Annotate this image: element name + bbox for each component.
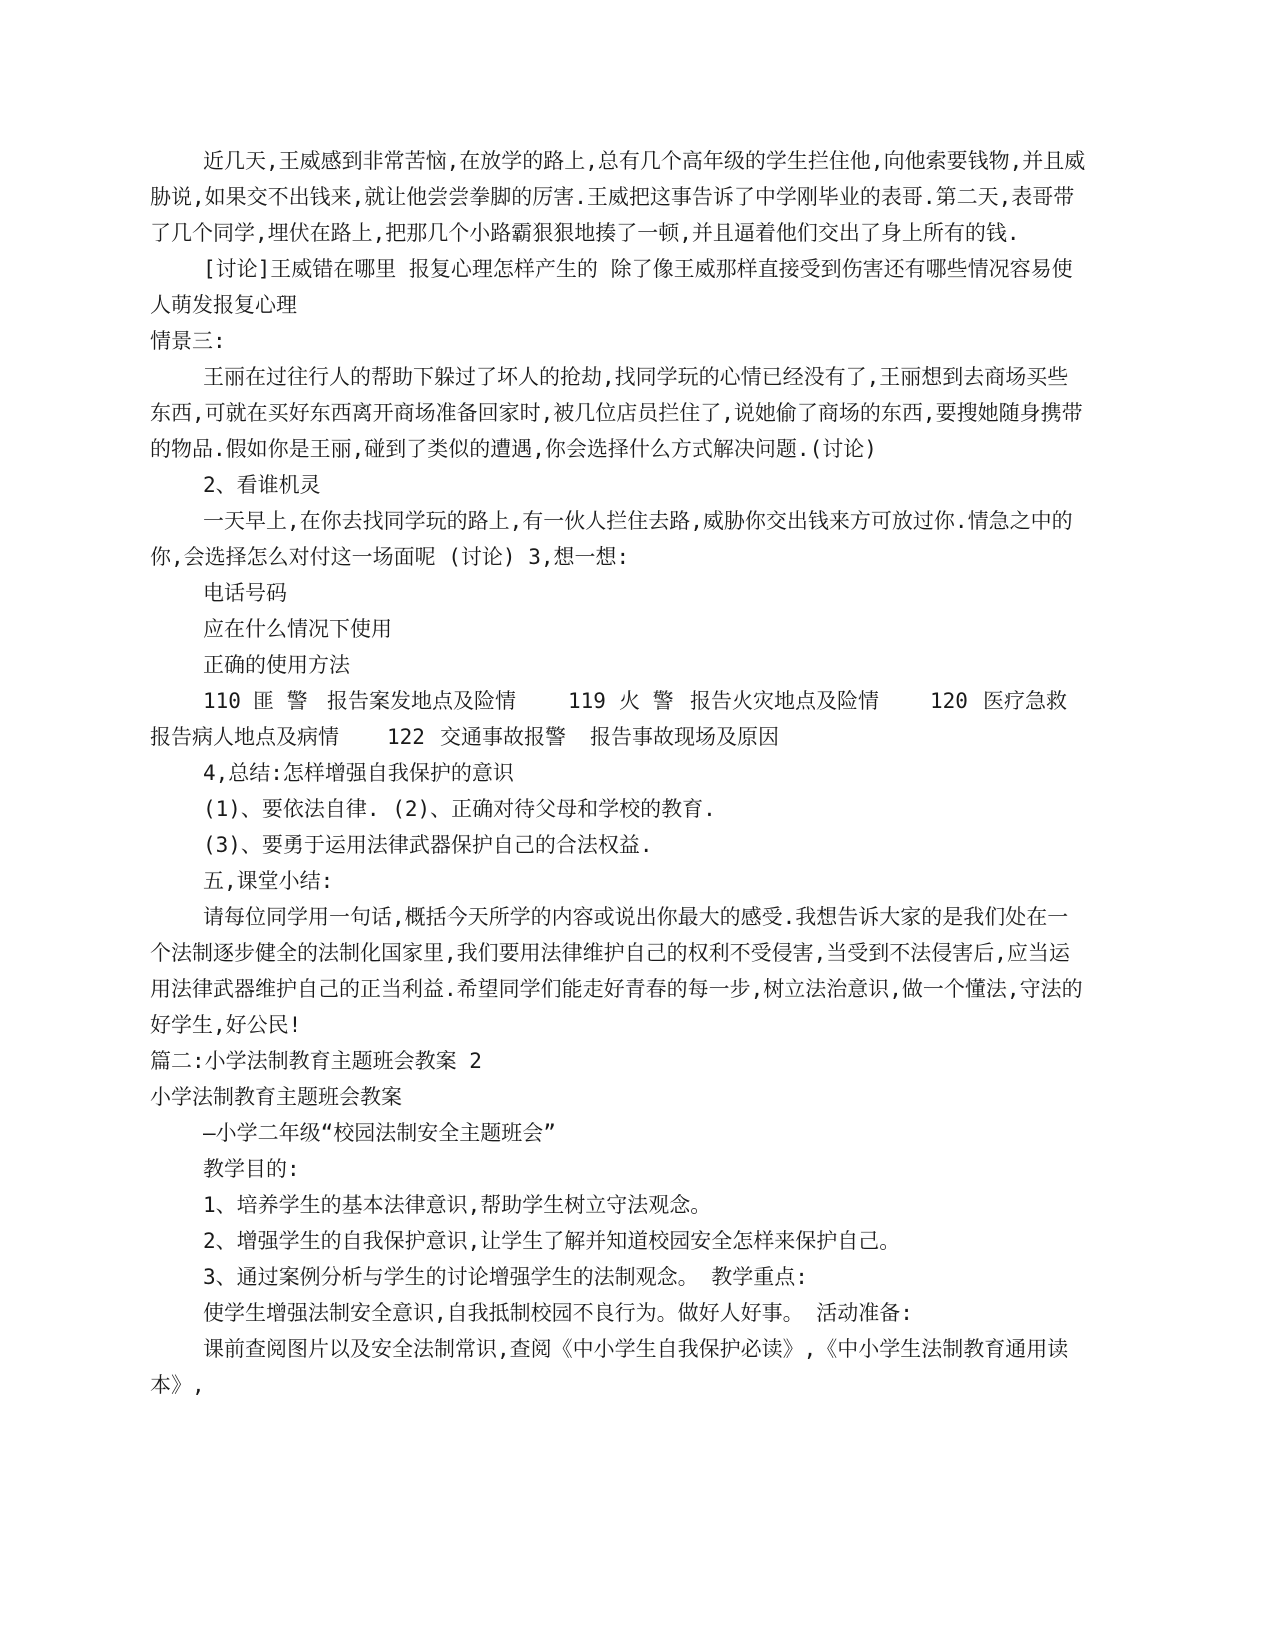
paragraph-line: 课前查阅图片以及安全法制常识,查阅《中小学生自我保护必读》,《中小学生法制教育通用读 [203, 1337, 1069, 1361]
paragraph-line: 个法制逐步健全的法制化国家里,我们要用法律维护自己的权利不受侵害,当受到不法侵害后,应当运 [150, 941, 1070, 965]
phone-number-120: 120 [930, 689, 968, 713]
document-subtitle: —小学二年级“校园法制安全主题班会” [203, 1121, 556, 1145]
phone-number-122: 122 [387, 725, 425, 749]
paragraph-line: 一天早上,在你去找同学玩的路上,有一伙人拦住去路,威胁你交出钱来方可放过你.情急之中的 [203, 509, 1073, 533]
list-item: 2、增强学生的自我保护意识,让学生了解并知道校园安全怎样来保护自己。 [203, 1229, 901, 1253]
paragraph-line: 王丽在过往行人的帮助下躲过了坏人的抢劫,找同学玩的心情已经没有了,王丽想到去商场买些 [203, 365, 1069, 389]
section-heading: 2、看谁机灵 [203, 473, 321, 497]
paragraph-line: (1)、要依法自律. (2)、正确对待父母和学校的教育. [203, 797, 716, 821]
list-item: 3、通过案例分析与学生的讨论增强学生的法制观念。 教学重点: [203, 1265, 808, 1289]
section-heading: 4,总结:怎样增强自我保护的意识 [203, 761, 514, 785]
list-item: 1、培养学生的基本法律意识,帮助学生树立守法观念。 [203, 1193, 712, 1217]
phone-name-119: 火 警 [619, 689, 674, 713]
paragraph-line: 好学生,好公民! [150, 1013, 302, 1037]
paragraph-line: 本》, [150, 1373, 205, 1397]
paragraph-line: 的物品.假如你是王丽,碰到了类似的遭遇,你会选择什么方式解决问题.(讨论) [150, 437, 877, 461]
paragraph-line: 了几个同学,埋伏在路上,把那几个小路霸狠狠地揍了一顿,并且逼着他们交出了身上所有的钱. [150, 221, 1020, 245]
paragraph-line: (3)、要勇于运用法律武器保护自己的合法权益. [203, 833, 653, 857]
paragraph-line: 东西,可就在买好东西离开商场准备回家时,被几位店员拦住了,说她偷了商场的东西,要搜她随身携带 [150, 401, 1083, 425]
section-heading: 教学目的: [203, 1157, 300, 1181]
paragraph-line: 正确的使用方法 [203, 653, 350, 677]
document-title: 小学法制教育主题班会教案 [150, 1085, 402, 1109]
paragraph-line: 使学生增强法制安全意识,自我抵制校园不良行为。做好人好事。 活动准备: [203, 1301, 913, 1325]
section-heading: 五,课堂小结: [203, 869, 334, 893]
phone-number-119: 119 [568, 689, 606, 713]
paragraph-line: 胁说,如果交不出钱来,就让他尝尝拳脚的厉害.王威把这事告诉了中学刚毕业的表哥.第二天,表哥带 [150, 185, 1075, 209]
paragraph-line: 人萌发报复心理 [150, 293, 297, 317]
paragraph-line: 你,会选择怎么对付这一场面呢 (讨论) 3,想一想: [150, 545, 630, 569]
phone-number-110: 110 [203, 689, 241, 713]
paragraph-line: [讨论]王威错在哪里 报复心理怎样产生的 除了像王威那样直接受到伤害还有哪些情况容易使 [203, 257, 1073, 281]
section-heading: 篇二:小学法制教育主题班会教案 2 [150, 1049, 482, 1073]
phone-name-120: 医疗急救 [983, 689, 1067, 713]
paragraph-line: 请每位同学用一句话,概括今天所学的内容或说出你最大的感受.我想告诉大家的是我们处在一 [203, 905, 1069, 929]
paragraph-line: 用法律武器维护自己的正当利益.希望同学们能走好青春的每一步,树立法治意识,做一个懂法,守法的 [150, 977, 1083, 1001]
paragraph-line: 近几天,王威感到非常苦恼,在放学的路上,总有几个高年级的学生拦住他,向他索要钱物,并且威 [203, 149, 1086, 173]
section-heading: 情景三: [150, 329, 226, 353]
phone-use-122: 报告事故现场及原因 [590, 725, 779, 749]
phone-use-119: 报告火灾地点及险情 [690, 689, 879, 713]
phone-use-110: 报告案发地点及险情 [327, 689, 516, 713]
phone-name-110: 匪 警 [253, 689, 308, 713]
phone-use-120: 报告病人地点及病情 [150, 725, 339, 749]
paragraph-line: 应在什么情况下使用 [203, 617, 392, 641]
phone-name-122: 交通事故报警 [440, 725, 566, 749]
paragraph-line: 电话号码 [203, 581, 287, 605]
